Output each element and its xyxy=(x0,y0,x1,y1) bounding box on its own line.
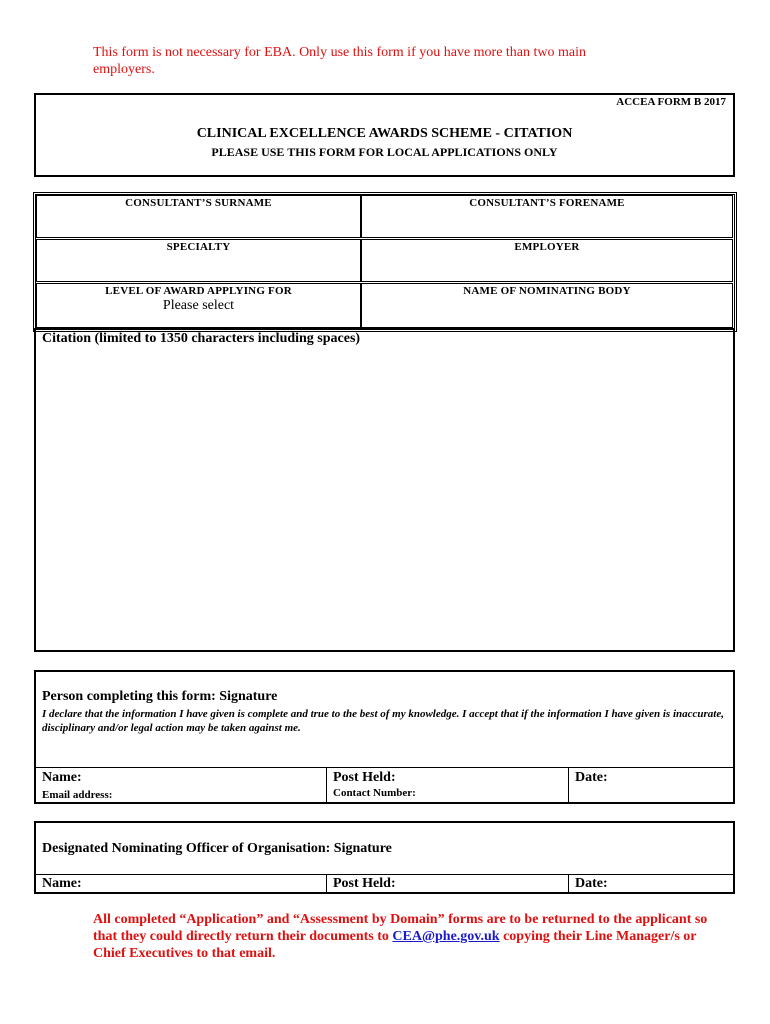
employer-label: EMPLOYER xyxy=(514,241,580,253)
nominating-body-label: NAME OF NOMINATING BODY xyxy=(463,285,631,297)
citation-label: Citation (limited to 1350 characters including spaces) xyxy=(42,331,361,346)
award-level-value[interactable]: Please select xyxy=(162,298,235,313)
cea-email-link[interactable]: CEA@phe.gov.uk xyxy=(392,929,500,944)
eba-notice-line2: employers. xyxy=(93,62,155,77)
return-instructions xyxy=(93,911,713,962)
completer-col-divider-2 xyxy=(568,767,569,804)
completer-email-label: Email address: xyxy=(42,789,113,801)
completer-date-label: Date: xyxy=(575,770,608,785)
eba-notice xyxy=(93,44,693,78)
completer-row-divider xyxy=(34,767,735,768)
specialty-label: SPECIALTY xyxy=(166,241,231,253)
officer-name-label: Name: xyxy=(42,876,82,891)
completer-contact-label: Contact Number: xyxy=(333,787,416,799)
form-title: CLINICAL EXCELLENCE AWARDS SCHEME - CITATION xyxy=(196,126,573,141)
citation-text[interactable] xyxy=(42,352,726,642)
officer-post-label: Post Held: xyxy=(333,876,396,891)
completer-signature-heading: Person completing this form: Signature xyxy=(42,689,278,704)
officer-col-divider-1 xyxy=(326,874,327,894)
form-id: ACCEA FORM B 2017 xyxy=(616,96,726,108)
eba-notice-line1: This form is not necessary for EBA. Only use this form if you have more than two main xyxy=(93,45,587,60)
officer-col-divider-2 xyxy=(568,874,569,894)
declaration-text: I declare that the information I have given is complete and true to the best of my knowledge. I accept that if the information I have given is inaccurate, disciplinary and/or legal action may be taken against me. xyxy=(42,708,724,734)
completer-name-label: Name: xyxy=(42,770,82,785)
award-level-label: LEVEL OF AWARD APPLYING FOR xyxy=(105,285,292,297)
officer-row-divider xyxy=(34,874,735,875)
officer-signature-heading: Designated Nominating Officer of Organisation: Signature xyxy=(42,841,392,856)
form-subtitle: PLEASE USE THIS FORM FOR LOCAL APPLICATIONS ONLY xyxy=(211,145,558,159)
return-instructions-text-1: All completed “Application” and “Assessment by Domain” forms are to be returned to the applicant so that they could directly return their documents to xyxy=(93,912,708,944)
completer-col-divider-1 xyxy=(326,767,327,804)
completer-post-label: Post Held: xyxy=(333,770,396,785)
return-instructions-text-2: copying their Line Manager/s or Chief Executives to that email. xyxy=(93,929,697,961)
forename-label: CONSULTANT’S FORENAME xyxy=(469,197,625,209)
officer-date-label: Date: xyxy=(575,876,608,891)
surname-label: CONSULTANT’S SURNAME xyxy=(125,197,272,209)
